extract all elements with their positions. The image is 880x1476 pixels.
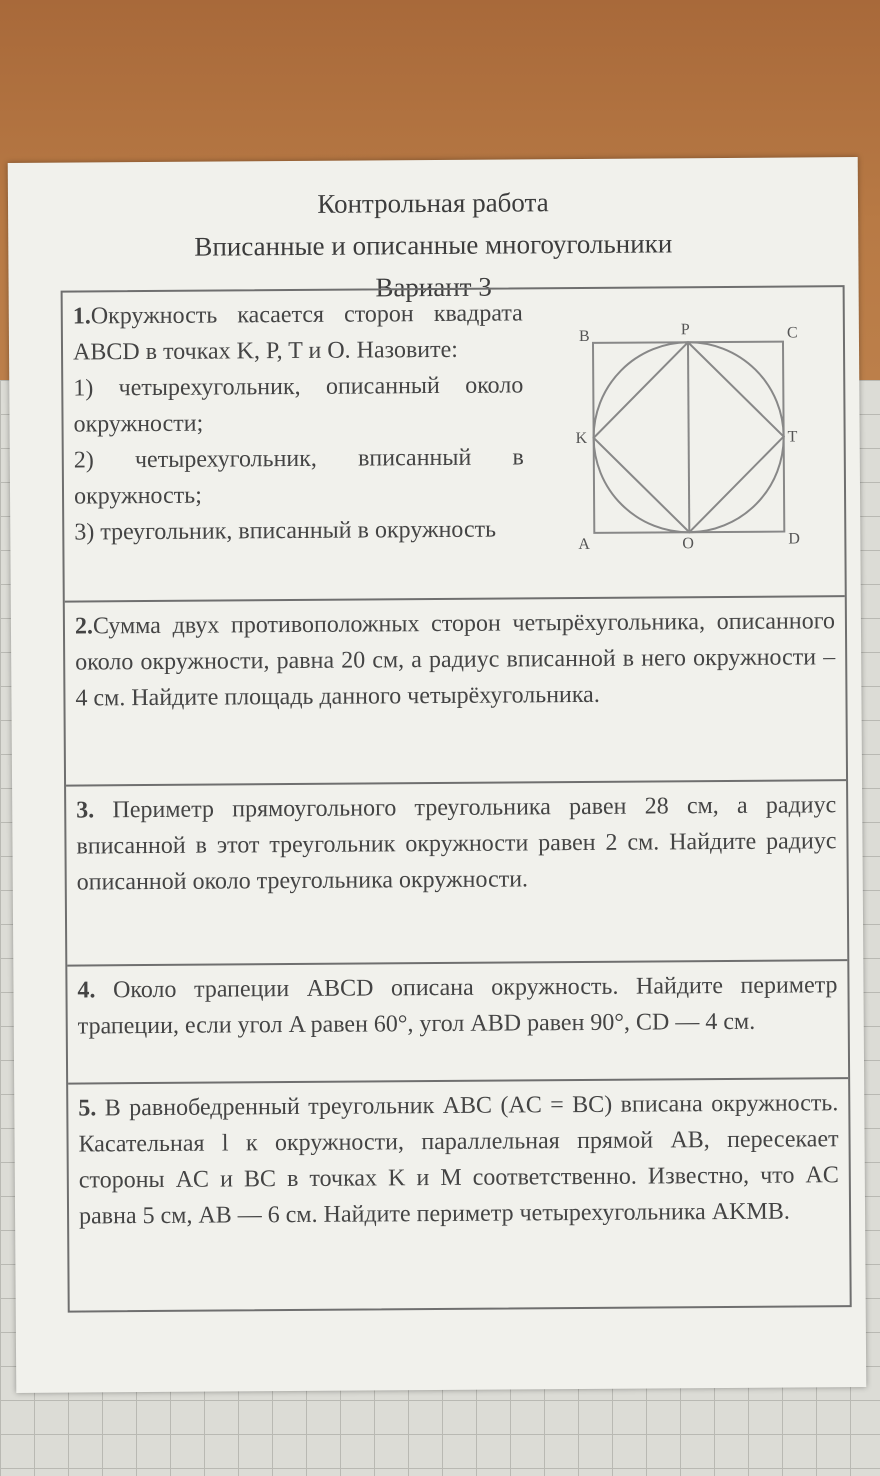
label-c: C xyxy=(786,324,798,342)
label-o: O xyxy=(682,535,695,553)
task-1 xyxy=(63,287,845,602)
label-t: T xyxy=(787,428,798,446)
task-4-number: 4. xyxy=(77,977,96,1004)
label-a: A xyxy=(578,535,591,554)
task-3 xyxy=(66,781,847,966)
task-1-text xyxy=(73,295,525,550)
label-p: P xyxy=(680,321,690,339)
task-1-number: 1. xyxy=(72,303,91,330)
task-1-item-3: 3) треугольник, вписанный в окружность xyxy=(74,516,497,546)
tasks-table xyxy=(61,285,852,1312)
task-1-intro: Окружность касается сторон квадрата ABCD в точках K, P, T и O. Назовите: xyxy=(72,300,523,366)
task-2-number: 2. xyxy=(74,613,94,640)
task-1-item-1: 1) четырехугольник, описанный около окружности; xyxy=(73,372,524,438)
task-2 xyxy=(65,597,846,786)
sheet-title: Контрольная работа xyxy=(317,187,549,219)
test-sheet xyxy=(8,157,867,1393)
task-4-text: Около трапеции ABCD описана окружность. Найдите периметр трапеции, если угол A равен 60°, угол ABD равен 90°, CD — 4 см. xyxy=(77,972,838,1040)
sheet-subtitle: Вписанные и описанные многоугольники xyxy=(194,228,673,262)
task-4 xyxy=(67,961,848,1084)
task-5-number: 5. xyxy=(78,1095,97,1122)
task-5 xyxy=(68,1079,850,1310)
segment-po xyxy=(688,342,689,532)
label-d: D xyxy=(788,530,800,548)
task-3-number: 3. xyxy=(76,797,95,824)
task-1-item-2: 2) четырехугольник, вписанный в окружность; xyxy=(73,444,524,510)
task-5-text: В равнобедренный треугольник ABC (AC = BC) вписана окружность. Касательная l к окружности, параллельная прямой AB, пересекает стороны AC и BC в точках K и M соответственно. Известно, что AC равна 5 см, AB — 6 см. Найдите периметр четырехугольника AKMB. xyxy=(78,1090,839,1230)
variant-label: Вариант 3 xyxy=(375,271,492,303)
square-inscribed-circle-figure xyxy=(573,321,805,553)
task-2-text: Сумма двух противоположных сторон четырёхугольника, описанного около окружности, равна 20 см, а радиус вписанной в него окружности – 4 см. Найдите площадь данного четырёхугольника. xyxy=(75,608,836,712)
label-b: B xyxy=(578,327,590,345)
task-3-text: Периметр прямоугольного треугольника равен 28 см, а радиус вписанной в этот треугольник окружности равен 2 см. Найдите радиус описанной около треугольника окружности. xyxy=(76,792,837,896)
label-k: K xyxy=(575,429,588,448)
